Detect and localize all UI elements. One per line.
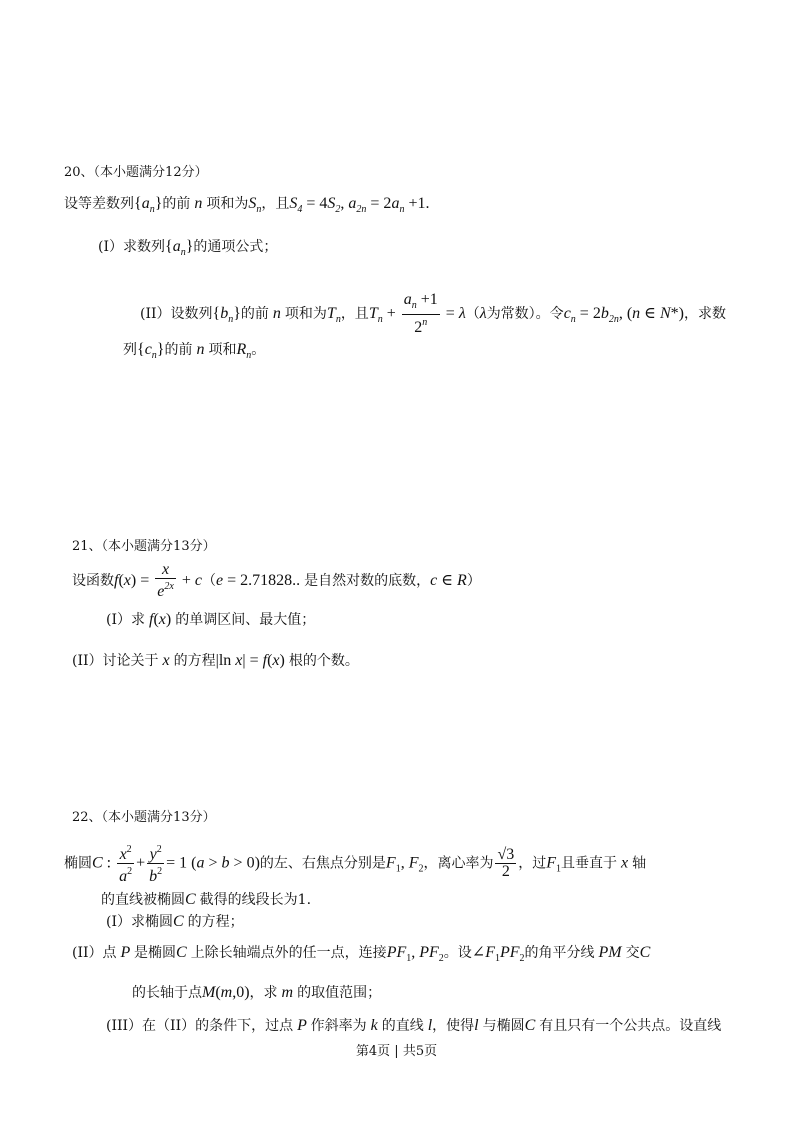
fraction: $\frac{x^2}{a^2}$ — [119, 844, 133, 885]
fraction: $\frac{y^2}{b^2}$ — [149, 844, 163, 885]
problem-21-heading: 21、（本小题满分13分） — [72, 539, 216, 554]
problem-22-part-2: (II）点 P 是椭圆C 上除长轴端点外的任一点，连接$PF_1$, $PF_2$。设$\angle F_1PF_2$的角平分线 PM 交C — [72, 944, 651, 964]
problem-20-part-2: (II）设数列$\{b_n\}$的前 n 项和为$T_n$，且$T_n$ + $\frac{a_n +1}{2^n}$ = λ（λ为常数）。令$c_n = 2b_{2n}$, (n ∈ N*)，求数 — [140, 291, 726, 336]
problem-22-part-3: (III）在（II）的条件下，过点 P 作斜率为 k 的直线 l，使得l 与椭圆C 有且只有一个公共点。设直线 — [106, 1017, 722, 1034]
fraction: $\frac{a_n +1}{2^n}$ — [403, 291, 438, 336]
problem-22-part-2-cont: 的长轴于点M(m,0)，求 m 的取值范围； — [132, 984, 382, 1001]
problem-20-stem: 设等差数列$\{a_n\}$的前 n 项和为$S_n$，且$S_4 = 4S_2$, $a_{2n} = 2a_n +1$. — [64, 195, 430, 215]
problem-22-heading: 22、（本小题满分13分） — [72, 810, 216, 825]
problem-22-stem-cont: 的直线被椭圆C 截得的线段长为1. — [101, 891, 312, 908]
problem-20-part-2-cont: 列$\{c_n\}$的前 n 项和$R_n$。 — [123, 341, 266, 361]
problem-22-part-1: (I）求椭圆C 的方程； — [106, 913, 244, 930]
fraction: $\frac{x}{e^{2x}}$ — [157, 561, 174, 600]
problem-21-stem: 设函数f(x) = $\frac{x}{e^{2x}}$ + c（e = 2.71828.. 是自然对数的底数，c ∈ R） — [72, 561, 481, 600]
fraction: $\frac{√3}{2}$ — [497, 846, 515, 880]
problem-22-stem: 椭圆C : $\frac{x^2}{a^2}$ + $\frac{y^2}{b^2}$ = 1 (a > b > 0)的左、右焦点分别是$F_1$, $F_2$，离心率为 $\frac{√3}{2}$ ，过$F_1$且垂直于 x 轴 — [64, 844, 647, 885]
problem-21-part-2: (II）讨论关于 x 的方程|ln x| = f(x) 根的个数。 — [72, 652, 359, 669]
problem-20-part-1: (I）求数列$\{a_n\}$的通项公式； — [98, 238, 278, 258]
problem-20-heading: 20、（本小题满分12分） — [64, 165, 208, 180]
problem-21-part-1: (I）求 f(x) 的单调区间、最大值； — [106, 611, 316, 628]
page-footer: 第4页 | 共5页 — [355, 1044, 438, 1059]
